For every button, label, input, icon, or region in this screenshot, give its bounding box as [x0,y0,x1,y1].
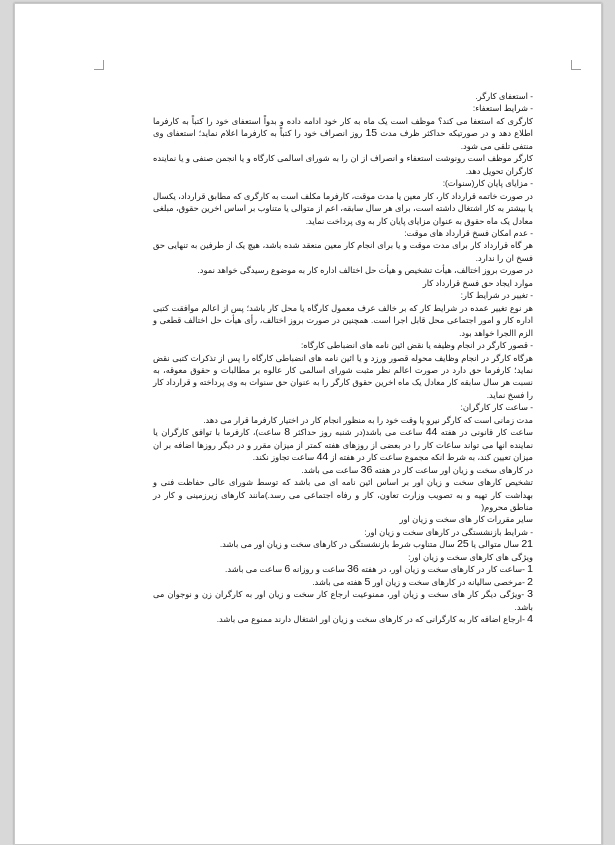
paragraph: ساعت کار قانونی در هفته 44 ساعت می باشد(در شنبه روز حداکثر 8 ساعت)، کارفرما با توافق کارگران یا نماینده انها می تواند ساعات کار را در بعضی از روزهای هفته کمتر از میزان مقرر و در دیگر روزها اضافه بر ان میزان تعیین کند، به شرط انکه مجموع ساعت کار در هفته از 44 ساعت تجاوز نکند. [153,426,533,464]
paragraph: - تغییر در شرایط کار: [460,290,533,301]
paragraph: هر نوع تغییر عمده در شرایط کار که بر خالف عرف معمول کارگاه یا محل کار باشد؛ پس از اعالم موافقت کتبی اداره کار و امور اجتماعی محل قابل اجرا است. همچنین در صورت بروز اختالف، رأی هیأت حل اختالف قطعی و الزم االجرا خواهد بود. [153,302,533,338]
paragraph: 1 -ساعت کار در کارهای سخت و زیان اور، در هفته 36 ساعت و روزانه 6 ساعت می باشد. [225,563,533,576]
paragraph: - ساعت کار کارگران: [460,402,533,413]
paragraph: 4 -ارجاع اضافه کار به کارگرانی که در کارهای سخت و زیان اور اشتغال دارند ممنوع می باشد. [216,613,533,626]
paragraph: - استعفای کارگر. [475,91,533,101]
paragraph: - شرایط استعفاء: [472,103,533,114]
paragraph: 2 -مرخصی سالیانه در کارهای سخت و زیان اور 5 هفته می باشد. [312,575,533,588]
margin-corner-mark-left [94,60,104,70]
paragraph: ویژگی های کارهای سخت و زیان اور: [408,551,533,562]
paragraph: 3 -ویژگی دیگر کار های سخت و زیان اور، ممنوعیت ارجاع کار سخت و زیان اور به کارگران زن و نوجوان می باشد. [153,588,533,612]
paragraph: 21 سال متوالی یا 25 سال متناوب شرط بازنشستگی در کارهای سخت و زیان اور می باشد. [219,538,533,551]
paragraph: - شرایط بازنشستگی در کارهای سخت و زیان اور: [364,526,533,537]
paragraph: در صورت بروز اختالف، هیأت تشخیص و هیأت حل اختالف اداره کار به موضوع رسیدگی خواهد نمود. [197,265,533,276]
document-page [14,3,602,845]
paragraph: تشخیص کارهای سخت و زیان اور بر اساس ائین نامه ای می باشد که توسط شورای عالی حفاظت فنی و بهداشت کار تهیه و به تصویب وزارت تعاون، کار و رفاه اجتماعی می رسد.)مانند کارهای زیرزمینی و کار در مناطق محروم( [153,477,533,512]
margin-corner-mark-right [571,60,581,70]
paragraph: مدت زمانی است که کارگر نیرو یا وقت خود را به منظور انجام کار در اختیار کارفرما قرار می دهد. [203,414,533,425]
paragraph: سایر مقررات کار های سخت و زیان اور [399,514,533,525]
paragraph: در صورت خاتمه قرارداد کار، کار معین یا مدت موقت، کارفرما مکلف است به کارگری که مطابق قرارداد، یکسال یا بیشتر به کار اشتغال داشته است، برای هر سال سابقه، اعم از متوالی یا متناوب بر اساس اخرین حقوق، مبلغی معادل یک ماه حقوق به عنوان مزایای پایان کار به وی پرداخت نماید. [153,190,533,226]
paragraph: کارگر موظف است رونوشت استعفاء و انصراف از ان را به شورای اسالمی کارگاه و یا انجمن صنفی و یا نماینده کارگران تحویل دهد. [153,153,533,176]
paragraph: - عدم امکان فسخ قرارداد های موقت: [404,227,533,238]
paragraph: هرگاه کارگر در انجام وظایف محوله قصور ورزد و یا ائین نامه های انضباطی کارگاه را پس از تذکرات کتبی نقض نماید؛ کارفرما حق دارد در صورت اعالم نظر مثبت شورای اسالمی کار عالوه بر مطالبات و حقوق معوقه، به نسبت هر سال سابقه کار معادل یک ماه اخرین حقوق کارگر را به عنوان حق سنوات به وی پرداخته و قرارداد کار را فسخ نماید. [153,352,533,400]
paragraph: در کارهای سخت و زیان اور ساعت کار در هفته 36 ساعت می باشد. [301,463,533,476]
paragraph: هر گاه قرارداد کار برای مدت موقت و یا برای انجام کار معین منعقد شده باشد، هیچ یک از طرفین به تنهایی حق فسخ ان را ندارد. [153,240,533,263]
paragraph: کارگری که استعفا می کند؟ موظف است یک ماه به کار خود ادامه داده و بدواً استعفای خود را کتباً به کارفرما اطلاع دهد و در صورتیکه حداکثر ظرف مدت 15 روز انصراف خود را کتباً به کارفرما اعلام نماید؛ استعفای وی منتفی تلقی می شود. [153,115,533,151]
paragraph: موارد ایجاد حق فسخ قرارداد کار [422,277,533,288]
paragraph: - مزایای پایان کار(سنوات): [442,178,533,189]
document-body [153,90,533,625]
paragraph: - قصور کارگر در انجام وظیفه یا نقض ائین نامه های انضباطی کارگاه: [300,340,533,351]
